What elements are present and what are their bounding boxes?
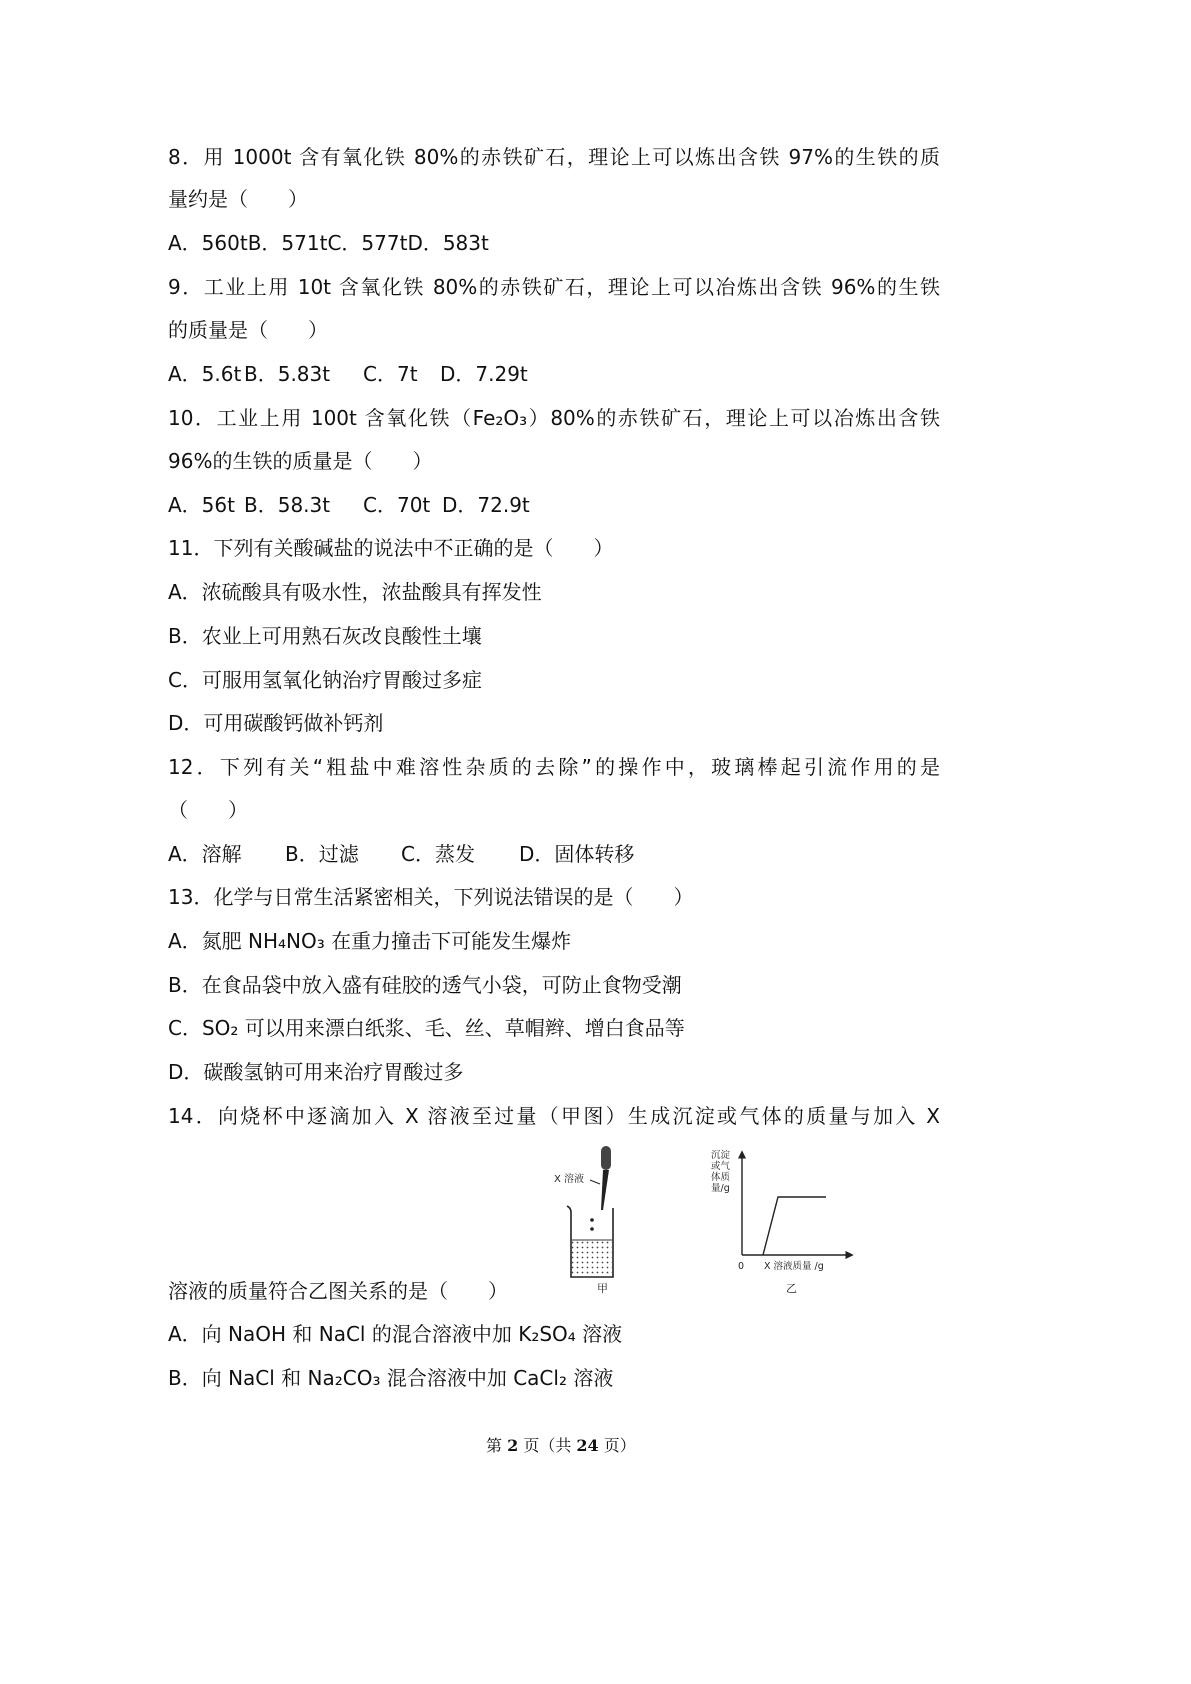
q9-option-d: D．7.29t [440, 362, 528, 386]
y-axis-label-line-3: 体质 [711, 1172, 731, 1183]
q10-stem-line-2: 96%的生铁的质量是（ ） [168, 449, 433, 473]
q14-stem-line-1: 14．向烧杯中逐滴加入 X 溶液至过量（甲图）生成沉淀或气体的质量与加入 X [168, 1104, 940, 1128]
q12-option-b: B．过滤 [285, 842, 359, 866]
mass-graph [711, 1149, 852, 1295]
graph-caption: 乙 [786, 1282, 797, 1295]
q9-stem-line-1: 9．工业上用 10t 含氧化铁 80%的赤铁矿石，理论上可以冶炼出含铁 96%的生铁 [168, 275, 940, 299]
page-footer [486, 1434, 636, 1458]
dropper-tube [601, 1170, 609, 1210]
q13-option-b: B．在食品袋中放入盛有硅胶的透气小袋，可防止食物受潮 [168, 973, 682, 997]
origin-label: 0 [738, 1261, 745, 1272]
q8-stem-line-2: 量约是（ ） [168, 187, 308, 211]
q12-option-c: C．蒸发 [401, 842, 475, 866]
q9-option-a: A．5.6t [168, 362, 242, 386]
q12-stem-line-1: 12．下列有关“粗盐中难溶性杂质的去除”的操作中，玻璃棒起引流作用的是 [168, 755, 940, 779]
q11-option-a: A．浓硫酸具有吸水性，浓盐酸具有挥发性 [168, 580, 542, 604]
q12-options [168, 839, 768, 869]
q10-option-d: D．72.9t [442, 493, 530, 517]
drop-1 [590, 1218, 594, 1222]
q10-options [168, 490, 768, 520]
beaker-diagram [554, 1146, 613, 1295]
q8-option-d: D．583t [407, 231, 489, 255]
q12-option-a: A．溶解 [168, 842, 242, 866]
q13-option-a: A．氮肥 NH₄NO₃ 在重力撞击下可能发生爆炸 [168, 929, 572, 953]
drop-2 [590, 1227, 594, 1231]
q14-figure [540, 1140, 860, 1300]
q11-stem: 11．下列有关酸碱盐的说法中不正确的是（ ） [168, 536, 614, 560]
q8-stem-line-1: 8．用 1000t 含有氧化铁 80%的赤铁矿石，理论上可以炼出含铁 97%的生铁的质 [168, 145, 940, 169]
q12-option-d: D．固体转移 [519, 842, 635, 866]
q9-options [168, 359, 768, 389]
q10-option-b: B．58.3t [244, 493, 331, 517]
q14-stem-line-2: 溶液的质量符合乙图关系的是（ ） [168, 1279, 508, 1303]
q12-stem-line-2: （ ） [168, 798, 248, 822]
q9-stem-line-2: 的质量是（ ） [168, 318, 328, 342]
beaker-caption: 甲 [597, 1282, 608, 1295]
y-axis-label-line-2: 或气 [711, 1161, 731, 1172]
footer-middle: 页（共 [518, 1436, 577, 1455]
dropper-label-leader [590, 1180, 600, 1184]
q10-option-a: A．56t [168, 493, 235, 517]
q8-option-b: B．571t [247, 231, 328, 255]
y-axis-label-line-1: 沉淀 [711, 1150, 731, 1161]
total-page-number: 24 [576, 1436, 599, 1455]
q10-option-c: C．70t [363, 493, 431, 517]
beaker-liquid [572, 1240, 612, 1276]
q13-option-d: D．碳酸氢钠可用来治疗胃酸过多 [168, 1060, 464, 1084]
x-axis-label: X 溶液质量 /g [764, 1261, 824, 1272]
q10-stem-line-1: 10．工业上用 100t 含氧化铁（Fe₂O₃）80%的赤铁矿石，理论上可以冶炼出含铁 [168, 406, 940, 430]
q13-option-c: C．SO₂ 可以用来漂白纸浆、毛、丝、草帽辫、增白食品等 [168, 1016, 685, 1040]
q8-option-c: C．577t [327, 231, 408, 255]
q13-stem: 13．化学与日常生活紧密相关，下列说法错误的是（ ） [168, 885, 694, 909]
dropper-bulb [601, 1146, 611, 1170]
q14-option-b: B．向 NaCl 和 Na₂CO₃ 混合溶液中加 CaCl₂ 溶液 [168, 1366, 614, 1390]
q11-option-b: B．农业上可用熟石灰改良酸性土壤 [168, 624, 482, 648]
y-axis-label-line-4: 量/g [711, 1183, 730, 1194]
footer-prefix: 第 [486, 1436, 508, 1455]
footer-suffix: 页） [598, 1436, 636, 1455]
dropper-label: X 溶液 [554, 1174, 585, 1185]
q11-option-c: C．可服用氢氧化钠治疗胃酸过多症 [168, 668, 482, 692]
q8-option-a: A．560t [168, 231, 248, 255]
mass-curve [763, 1197, 826, 1255]
q8-options [168, 228, 768, 258]
q14-option-a: A．向 NaOH 和 NaCl 的混合溶液中加 K₂SO₄ 溶液 [168, 1322, 623, 1346]
q11-option-d: D．可用碳酸钙做补钙剂 [168, 711, 384, 735]
current-page-number: 2 [507, 1436, 519, 1455]
q9-option-b: B．5.83t [244, 362, 331, 386]
q9-option-c: C．7t [363, 362, 418, 386]
